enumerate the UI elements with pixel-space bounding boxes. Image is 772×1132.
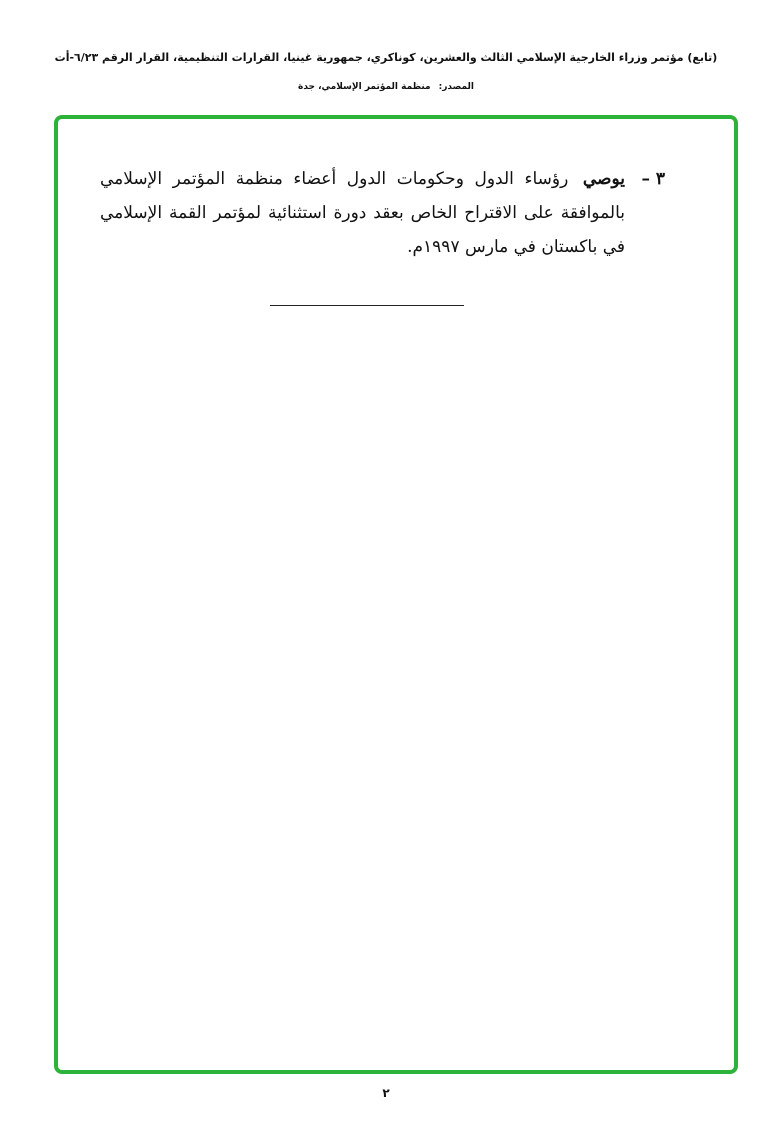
document-header-title: (تابع) مؤتمر وزراء الخارجية الإسلامي الثالث والعشرين، كوناكري، جمهورية غينيا، القرارات التنظيمية، القرار الرقم ٦/٢٣-أت [54, 51, 718, 64]
item-number: ٣ – [641, 169, 665, 189]
resolution-item [100, 162, 665, 264]
item-text: رؤساء الدول وحكومات الدول أعضاء منظمة المؤتمر الإسلامي بالموافقة على الاقتراح الخاص بعقد دورة استثنائية لمؤتمر القمة الإسلامي في باكستان في مارس ١٩٩٧م. [100, 169, 625, 257]
page-number: ٢ [382, 1086, 390, 1100]
item-body [100, 162, 625, 264]
item-verb: يوصي [582, 169, 626, 189]
source-value: منظمة المؤتمر الإسلامي، جدة [298, 82, 431, 92]
source-label: المصدر: [438, 82, 474, 92]
section-separator-line [270, 305, 464, 306]
document-source-line [20, 80, 752, 94]
